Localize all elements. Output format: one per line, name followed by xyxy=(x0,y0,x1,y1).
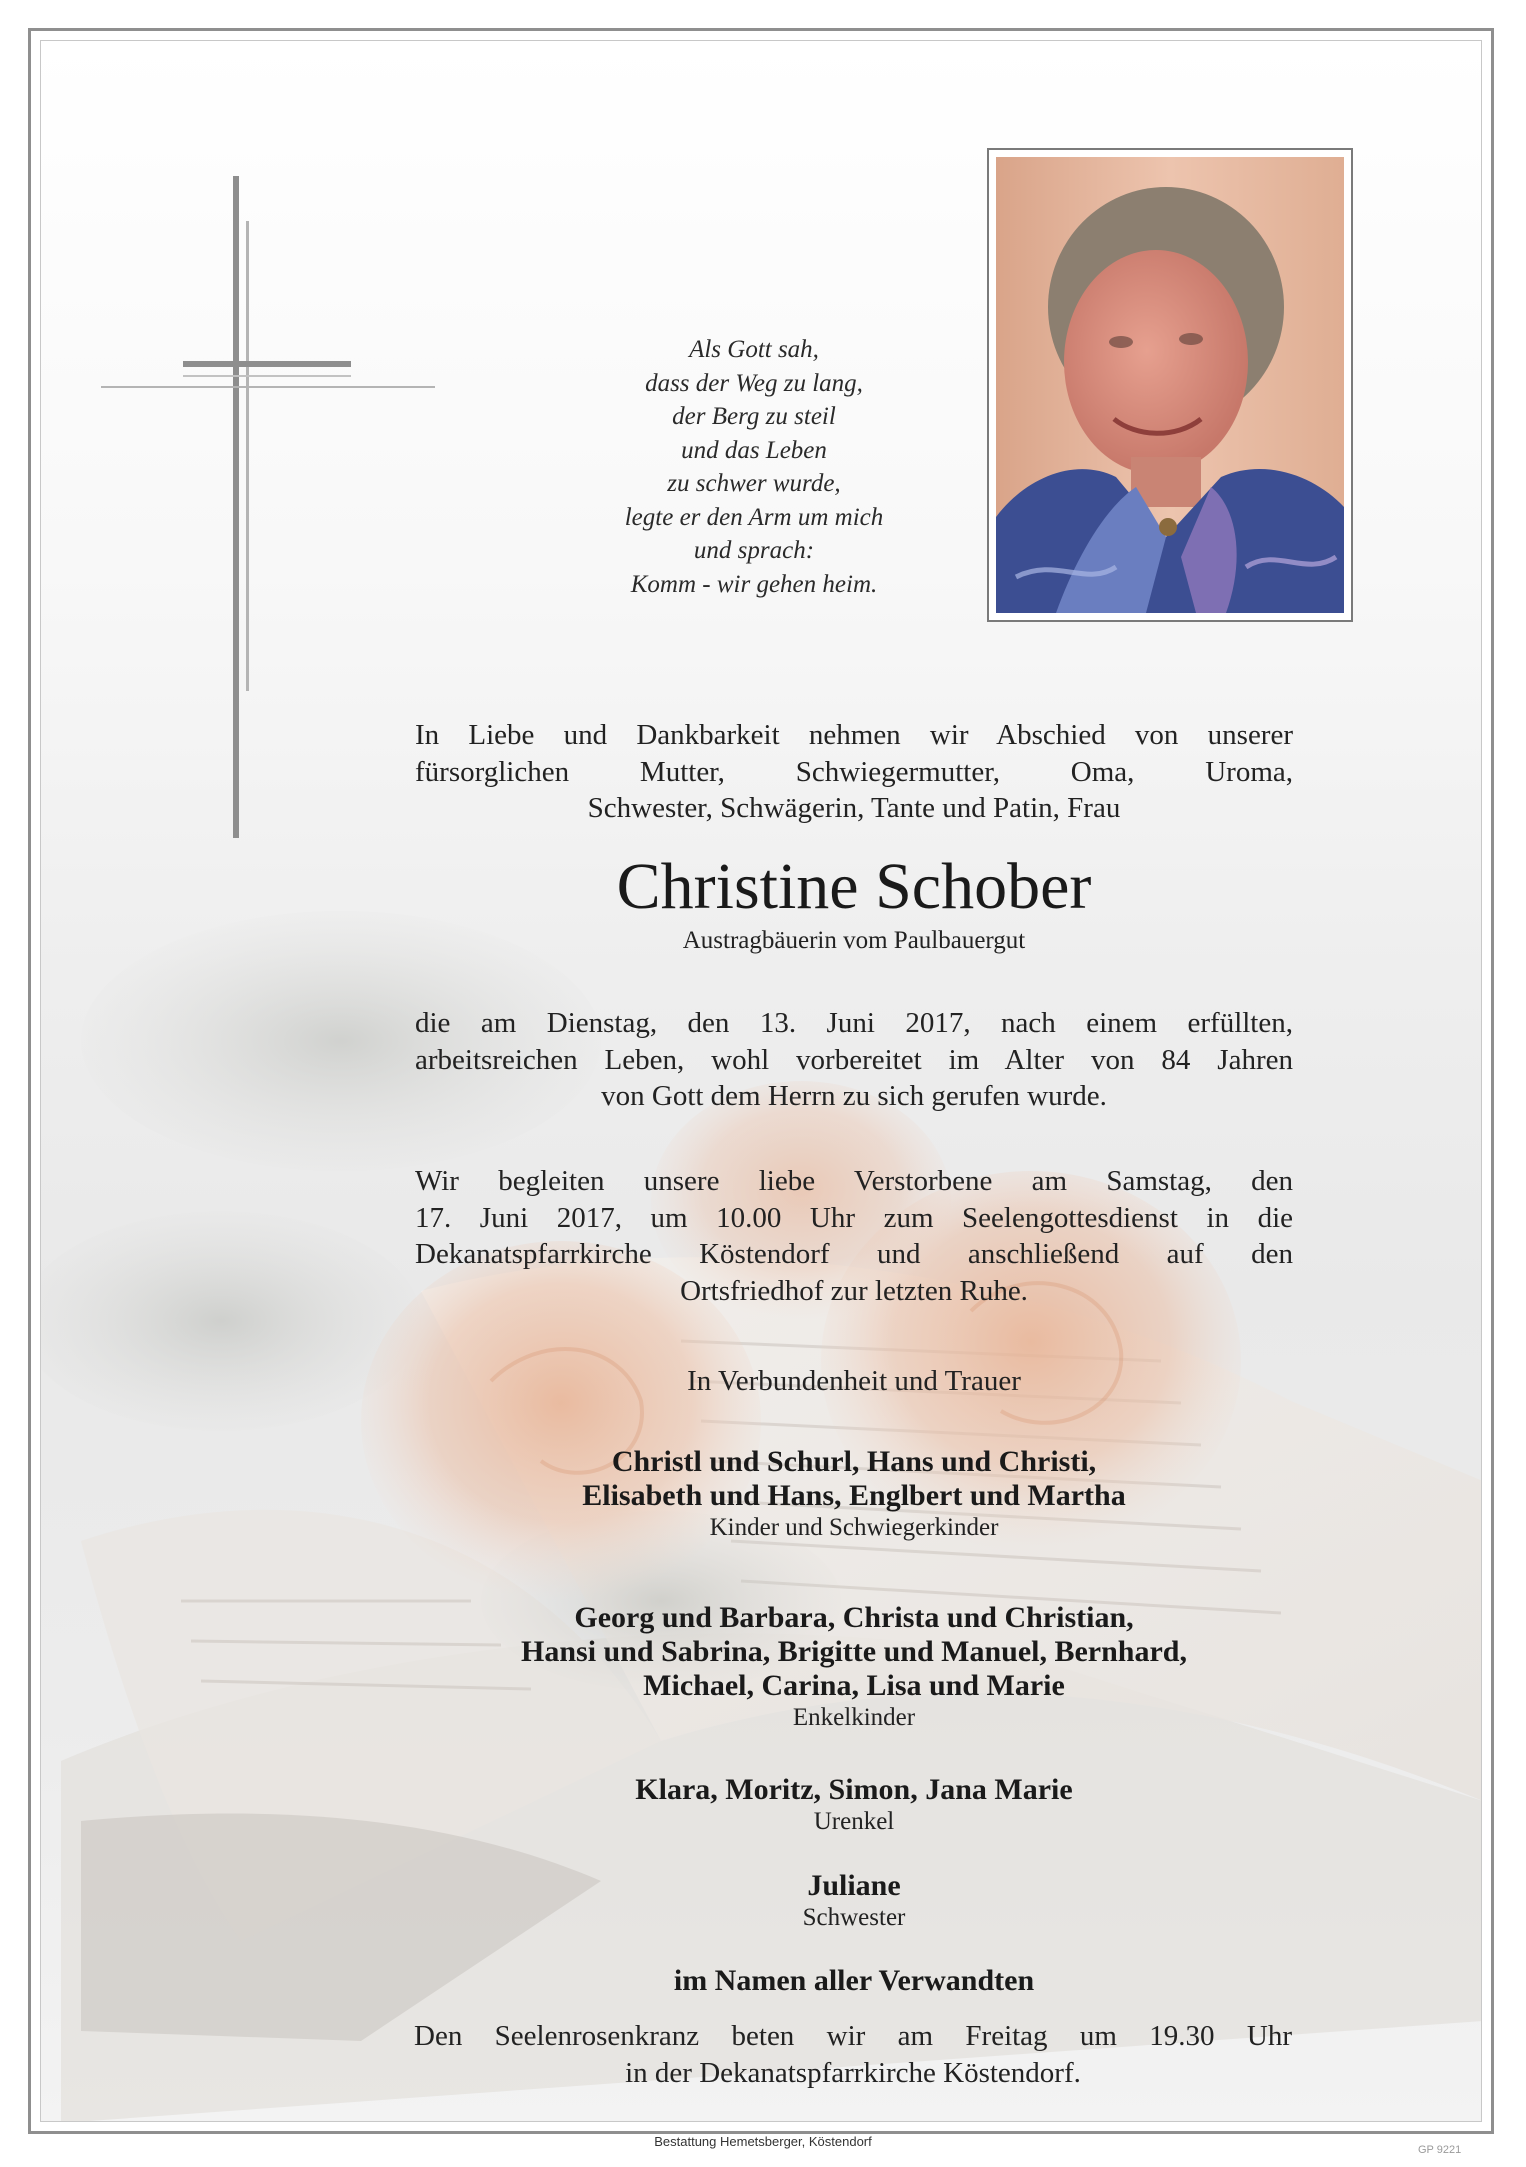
rosary-line: in der Dekanatspfarrkirche Köstendorf. xyxy=(625,2056,1081,2089)
rosary-info xyxy=(414,2018,1292,2091)
family-role: Urenkel xyxy=(813,1808,895,1835)
on-behalf-text: im Namen aller Verwandten xyxy=(673,1964,1035,1997)
intro-line: fürsorglichen Mutter, Schwiegermutter, Oma, Uroma, xyxy=(415,755,1293,788)
footer-undertaker: Bestattung Hemetsberger, Köstendorf xyxy=(654,2134,872,2149)
portrait-photo xyxy=(996,157,1344,613)
deceased-occupation: Austragbäuerin vom Paulbauergut xyxy=(682,927,1026,954)
family-group-children xyxy=(415,1445,1293,1543)
portrait-photo-frame xyxy=(987,148,1353,622)
funeral-line: Dekanatspfarrkirche Köstendorf und anschließend auf den xyxy=(415,1238,1293,1270)
family-role: Enkelkinder xyxy=(792,1704,916,1731)
intro-line: In Liebe und Dankbarkeit nehmen wir Abschied von unserer xyxy=(415,719,1293,751)
death-notice-line: arbeitsreichen Leben, wohl vorbereitet im Alter von 84 Jahren xyxy=(415,1043,1293,1076)
poem-line: dass der Weg zu lang, xyxy=(645,369,863,397)
intro-text xyxy=(415,717,1293,827)
poem-line: Als Gott sah, xyxy=(689,336,819,363)
death-notice-line: von Gott dem Herrn zu sich gerufen wurde. xyxy=(601,1080,1107,1112)
family-names: Juliane xyxy=(807,1869,901,1902)
document-code: GP 9221 xyxy=(1418,2144,1462,2156)
poem-line: der Berg zu steil xyxy=(672,403,836,430)
poem xyxy=(554,333,954,601)
funeral-line: Ortsfriedhof zur letzten Ruhe. xyxy=(680,1274,1028,1307)
family-names: Klara, Moritz, Simon, Jana Marie xyxy=(635,1773,1073,1806)
family-role: Kinder und Schwiegerkinder xyxy=(709,1514,999,1541)
family-group-great-grandchildren xyxy=(415,1773,1293,1837)
funeral-line: Wir begleiten unsere liebe Verstorbene am Samstag, den xyxy=(415,1165,1293,1197)
family-group-grandchildren xyxy=(415,1601,1293,1733)
closing-text: In Verbundenheit und Trauer xyxy=(687,1365,1021,1397)
intro-line: Schwester, Schwägerin, Tante und Patin, Frau xyxy=(587,792,1121,824)
funeral-info xyxy=(415,1163,1293,1309)
family-names: Elisabeth und Hans, Englbert und Martha xyxy=(582,1479,1126,1512)
family-names: Michael, Carina, Lisa und Marie xyxy=(643,1669,1065,1702)
death-notice xyxy=(415,1005,1293,1115)
family-names: Hansi und Sabrina, Brigitte und Manuel, Bernhard, xyxy=(521,1635,1187,1668)
poem-line: zu schwer wurde, xyxy=(667,470,841,497)
poem-line: Komm - wir gehen heim. xyxy=(630,570,878,598)
funeral-line: 17. Juni 2017, um 10.00 Uhr zum Seelengottesdienst in die xyxy=(415,1201,1293,1234)
family-group-sister xyxy=(415,1869,1293,1933)
parte-card xyxy=(40,40,1482,2122)
death-notice-line: die am Dienstag, den 13. Juni 2017, nach einem erfüllten, xyxy=(415,1007,1293,1039)
family-role: Schwester xyxy=(802,1904,906,1931)
deceased-name: Christine Schober xyxy=(616,850,1092,923)
rosary-line: Den Seelenrosenkranz beten wir am Freitag um 19.30 Uhr xyxy=(414,2020,1292,2052)
poem-line: und das Leben xyxy=(681,436,827,464)
poem-line: und sprach: xyxy=(693,537,815,564)
poem-line: legte er den Arm um mich xyxy=(624,503,884,531)
family-names: Christl und Schurl, Hans und Christi, xyxy=(611,1445,1097,1478)
family-names: Georg und Barbara, Christa und Christian, xyxy=(574,1601,1134,1634)
